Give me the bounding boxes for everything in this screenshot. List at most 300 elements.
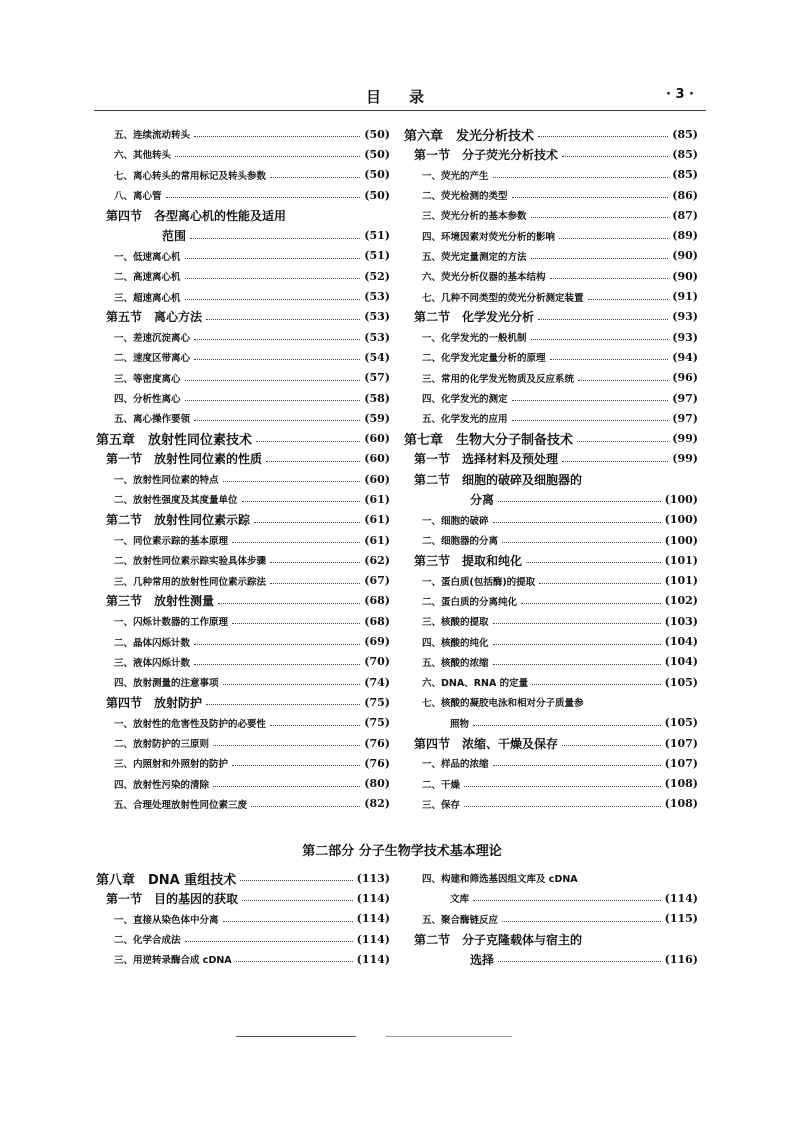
toc-entry-section [404,929,698,949]
toc-entry-page: (116) [664,952,698,966]
toc-entry-label: 四、分析性离心 [114,394,181,405]
toc-entry-label: 三、内照射和外照射的防护 [114,759,229,771]
toc-entry-page: (70) [364,655,390,669]
toc-entry-item [404,510,698,530]
toc-entry-item [404,327,698,347]
toc-entry-item [96,144,390,164]
toc-entry-label: 六、荧光分析仪器的基本结构 [422,272,546,284]
toc-entry-label: 第六章 发光分析技术 [404,128,535,144]
toc-entry-page: (90) [672,249,698,263]
toc-entry-page: (90) [672,269,698,283]
toc-entry-item [404,388,698,408]
toc-entry-label: 一、样品的浓缩 [422,759,489,771]
dot-leader [502,541,661,543]
toc-entry-label: 三、保存 [422,799,461,811]
toc-entry-section [404,469,698,489]
toc-entry-item [404,368,698,388]
toc-entry-label: 二、化学合成法 [114,935,181,947]
dot-leader [185,298,361,300]
dot-leader [493,764,661,766]
dot-leader [539,582,660,584]
toc-entry-page: (107) [664,736,698,750]
dot-leader [493,622,661,624]
toc-entry-page: (68) [364,594,390,608]
dot-leader [266,460,360,462]
toc-entry-section [404,307,698,327]
toc-entry-page: (93) [672,330,698,344]
toc-entry-label: 八、离心管 [114,191,162,203]
toc-entry-label: 三、荧光分析的基本参数 [422,211,527,223]
toc-part2-right-column [404,868,698,969]
toc-entry-page: (85) [672,147,698,161]
dot-leader [512,419,669,421]
toc-entry-label: 第二节 细胞的破碎及细胞器的 [414,472,583,487]
toc-entry-label: 照物 [450,718,470,730]
toc-entry-section [96,510,390,530]
dot-leader [185,379,361,381]
dot-leader [493,521,661,523]
toc-entry-label: 五、化学发光的应用 [422,414,508,426]
toc-entry-page: (50) [364,188,390,202]
toc-entry-section [96,692,390,712]
toc-entry-page: (59) [364,411,390,425]
dot-leader [223,480,361,482]
toc-entry-item [404,909,698,929]
dot-leader [270,724,360,726]
dot-leader [270,176,360,178]
toc-entry-page: (94) [672,350,698,364]
dot-leader [185,277,361,279]
toc-entry-label: 二、放射性强度及其度量单位 [114,495,238,507]
toc-entry-section [96,888,390,908]
dot-leader [531,338,669,340]
toc-entry-item [96,286,390,306]
toc-entry-label: 六、DNA、RNA 的定量 [422,678,529,690]
toc-entry-cont [404,489,698,509]
toc-entry-page: (104) [664,635,698,649]
toc-entry-page: (50) [364,127,390,141]
toc-entry-label: 第一节 分子荧光分析技术 [414,147,559,162]
toc-entry-label: 四、化学发光的测定 [422,394,508,405]
header-title: 目录 [366,88,453,106]
dot-leader [218,602,360,604]
toc-entry-item [404,408,698,428]
toc-entry-item [96,774,390,794]
dot-leader [473,724,661,726]
toc-entry-label: 第七章 生物大分子制备技术 [404,433,574,449]
toc-entry-page: (51) [364,249,390,263]
toc-entry-chapter [404,124,698,144]
dot-leader [251,805,360,807]
toc-entry-item [96,246,390,266]
dot-leader [559,237,668,239]
dot-leader [223,683,361,685]
toc-entry-section [96,205,390,225]
toc-entry-item [96,165,390,185]
toc-entry-item [404,652,698,672]
toc-entry-page: (51) [364,229,390,243]
toc-entry-label: 一、直接从染色体中分离 [114,914,219,926]
toc-entry-label: 一、化学发光的一般机制 [422,333,527,345]
toc-entry-item [96,368,390,388]
toc-entry-page: (114) [356,912,390,926]
toc-entry-page: (114) [356,891,390,905]
toc-entry-label: 第三节 放射性测量 [106,594,215,609]
dot-leader [166,196,361,198]
toc-entry-label: 第四节 放射防护 [106,695,203,710]
dot-leader [588,298,669,300]
toc-entry-page: (82) [364,797,390,811]
toc-entry-item [96,652,390,672]
toc-entry-label: 二、荧光检测的类型 [422,191,508,203]
toc-entry-label: 一、放射性的危害性及防护的必要性 [114,718,267,730]
dot-leader [185,940,353,942]
dot-leader [577,440,668,442]
toc-entry-page: (75) [364,716,390,730]
dot-leader [240,879,352,881]
dot-leader [256,440,360,442]
toc-entry-page: (96) [672,371,698,385]
dot-leader [473,899,661,901]
toc-entry-page: (76) [364,736,390,750]
toc-entry-item [96,550,390,570]
dot-leader [538,318,668,320]
toc-entry-item [96,185,390,205]
toc-entry-page: (101) [664,553,698,567]
toc-entry-page: (99) [672,452,698,466]
toc-entry-page: (102) [664,594,698,608]
toc-entry-label: 三、常用的化学发光物质及反应系统 [422,373,575,385]
toc-entry-page: (103) [664,614,698,628]
page-header [94,86,706,106]
toc-entry-label: 第四节 浓缩、干燥及保存 [414,736,559,751]
footer-rule-right [386,1036,512,1037]
dot-leader [493,663,661,665]
dot-leader [232,541,360,543]
toc-entry-page: (53) [364,290,390,304]
toc-entry-page: (115) [664,912,698,926]
dot-leader [502,920,661,922]
toc-entry-label: 二、细胞器的分离 [422,536,499,548]
toc-entry-page: (69) [364,635,390,649]
toc-entry-item [404,347,698,367]
toc-entry-item [404,246,698,266]
toc-entry-label: 一、闪烁计数器的工作原理 [114,617,229,629]
dot-leader [185,399,361,401]
toc-entry-item [404,794,698,814]
dot-leader [550,358,669,360]
dot-leader [194,419,360,421]
dot-leader [242,500,361,502]
toc-entry-page: (62) [364,553,390,567]
toc-entry-page: (104) [664,655,698,669]
toc-entry-item [404,591,698,611]
dot-leader [185,257,361,259]
dot-leader [578,379,668,381]
toc-entry-label: 三、用逆转录酶合成 cDNA [114,955,232,967]
toc-entry-item [96,929,390,949]
toc-entry-label: 四、环境因素对荧光分析的影响 [422,231,556,243]
toc-entry-label: 第五章 放射性同位素技术 [96,433,253,449]
toc-entry-label: 四、放射性污染的清除 [114,779,210,791]
toc-entry-item [404,266,698,286]
toc-entry-label: 三、超速离心机 [114,292,181,304]
toc-entry-label: 三、核酸的提取 [422,617,489,629]
toc-entry-label: 三、等密度离心 [114,373,181,385]
toc-entry-page: (100) [664,513,698,527]
toc-entry-label: 一、低速离心机 [114,251,181,263]
toc-entry-label: 第一节 放射性同位素的性质 [106,452,263,467]
dot-leader [213,785,360,787]
dot-leader [254,521,360,523]
toc-entry-item-cont [404,888,698,908]
toc-entry-label: 分离 [470,492,495,507]
toc-entry-item [96,469,390,489]
toc-entry-label: 二、干燥 [422,779,461,791]
toc-entry-label: 第二节 化学发光分析 [414,310,535,325]
toc-entry-label: 四、放射测量的注意事项 [114,678,219,690]
toc-entry-page: (68) [364,614,390,628]
toc-entry-item [96,571,390,591]
toc-entry-page: (97) [672,411,698,425]
toc-entry-chapter [404,428,698,448]
dot-leader [213,744,360,746]
toc-entry-page: (58) [364,391,390,405]
toc-entry-item [404,165,698,185]
toc-entry-item [96,733,390,753]
toc-entry-item [404,753,698,773]
toc-entry-page: (61) [364,513,390,527]
toc-entry-label: 第二节 分子克隆载体与宿主的 [414,932,583,947]
toc-entry-page: (52) [364,269,390,283]
dot-leader [194,643,360,645]
toc-entry-label: 五、聚合酶链反应 [422,914,499,926]
toc-entry-label: 第三节 提取和纯化 [414,553,523,568]
dot-leader [194,338,360,340]
toc-entry-label: 四、核酸的纯化 [422,637,489,649]
toc-entry-page: (53) [364,310,390,324]
toc-entry-section [96,591,390,611]
toc-entry-label: 第四节 各型离心机的性能及适用 [106,208,287,223]
toc-entry-label: 二、放射防护的三原则 [114,739,210,751]
dot-leader [175,155,360,157]
toc-entry-label: 一、同位素示踪的基本原理 [114,536,229,548]
toc-entry-label: 二、蛋白质的分离纯化 [422,596,518,608]
toc-entry-label: 第二节 放射性同位素示踪 [106,513,251,528]
toc-entry-item [404,286,698,306]
toc-entry-page: (61) [364,533,390,547]
dot-leader [498,960,661,962]
toc-entry-item [96,347,390,367]
toc-entry-page: (91) [672,290,698,304]
toc-entry-page: (87) [672,208,698,222]
toc-entry-page: (114) [356,932,390,946]
toc-entry-page: (97) [672,391,698,405]
toc-entry-page: (60) [364,472,390,486]
dot-leader [270,561,360,563]
toc-entry-label: 一、荧光的产生 [422,170,489,182]
toc-entry-item [96,530,390,550]
toc-entry-label: 二、晶体闪烁计数 [114,637,191,649]
dot-leader [223,920,353,922]
toc-entry-page: (101) [664,574,698,588]
toc-entry-label: 七、核酸的凝胶电泳和相对分子质量参 [422,698,584,710]
toc-entry-page: (100) [664,492,698,506]
toc-entry-page: (75) [364,695,390,709]
dot-leader [562,155,668,157]
toc-entry-label: 三、几种常用的放射性同位素示踪法 [114,576,267,588]
dot-leader [194,358,360,360]
dot-leader [532,683,661,685]
toc-entry-item [404,571,698,591]
toc-entry-item [96,949,390,969]
dot-leader [498,500,661,502]
toc-entry-label: 文库 [450,894,470,906]
toc-entry-section [96,449,390,469]
dot-leader [562,744,661,746]
toc-entry-page: (67) [364,574,390,588]
toc-entry-page: (50) [364,168,390,182]
dot-leader [512,399,669,401]
dot-leader [521,602,661,604]
toc-entry-page: (57) [364,371,390,385]
toc-entry-page: (61) [364,492,390,506]
toc-entry-page: (93) [672,310,698,324]
toc-entry-page: (108) [664,797,698,811]
toc-entry-page: (114) [664,891,698,905]
toc-entry-section [96,307,390,327]
toc-entry-page: (85) [672,168,698,182]
toc-left-column [96,124,390,814]
toc-entry-item [404,530,698,550]
toc-entry-label: 五、连续流动转头 [114,130,191,142]
toc-entry-chapter [96,868,390,888]
dot-leader [206,703,360,705]
toc-entry-section [404,733,698,753]
toc-right-column [404,124,698,814]
toc-entry-item [96,408,390,428]
toc-entry-page: (54) [364,350,390,364]
toc-entry-item [96,611,390,631]
toc-entry-label: 二、化学发光定量分析的原理 [422,353,546,365]
toc-entry-label: 五、核酸的浓缩 [422,657,489,669]
toc-entry-page: (53) [364,330,390,344]
dot-leader [512,196,669,198]
toc-entry-cont [96,225,390,245]
toc-entry-item [96,909,390,929]
toc-entry-page: (114) [356,952,390,966]
toc-entry-page: (100) [664,533,698,547]
toc-entry-page: (50) [364,147,390,161]
toc-entry-item [96,753,390,773]
toc-entry-label: 二、放射性同位素示踪实验具体步骤 [114,556,267,568]
toc-entry-item [96,794,390,814]
toc-entry-label: 一、细胞的破碎 [422,515,489,527]
toc-entry-page: (105) [664,716,698,730]
dot-leader [232,764,360,766]
dot-leader [242,899,353,901]
toc-entry-chapter [96,428,390,448]
toc-entry-page: (105) [664,675,698,689]
dot-leader [232,622,360,624]
toc-entry-label: 第一节 目的基因的获取 [106,891,239,906]
dot-leader [464,785,661,787]
toc-entry-label: 五、离心操作要领 [114,414,191,426]
dot-leader [531,216,669,218]
dot-leader [194,663,360,665]
toc-entry-page: (86) [672,188,698,202]
part-title: 第二部分 分子生物学技术基本理论 [302,844,502,859]
toc-entry-item [404,868,698,888]
toc-entry-page: (108) [664,777,698,791]
toc-entry-item [96,124,390,144]
toc-entry-item [404,774,698,794]
dot-leader [270,582,360,584]
toc-entry-item [96,388,390,408]
toc-entry-label: 二、速度区带离心 [114,353,191,365]
toc-entry-item [96,489,390,509]
toc-entry-label: 二、高速离心机 [114,272,181,284]
toc-entry-section [404,144,698,164]
dot-leader [531,257,669,259]
toc-entry-item [96,672,390,692]
dot-leader [493,643,661,645]
toc-entry-label: 一、蛋白质(包括酶)的提取 [422,576,536,588]
dot-leader [550,277,669,279]
footer-rule-left [236,1036,356,1037]
dot-leader [236,960,353,962]
page-number: · 3 · [666,87,694,102]
dot-leader [190,237,360,239]
dot-leader [464,805,661,807]
toc-entry-page: (85) [672,127,698,141]
toc-entry-label: 一、放射性同位素的特点 [114,475,219,487]
toc-entry-label: 三、液体闪烁计数 [114,657,191,669]
toc-entry-page: (60) [364,432,390,446]
toc-entry-label: 七、离心转头的常用标记及转头参数 [114,170,267,182]
toc-entry-label: 六、其他转头 [114,150,172,162]
toc-entry-item [404,672,698,692]
toc-part2-left-column [96,868,390,969]
toc-entry-item [404,205,698,225]
dot-leader [206,318,360,320]
toc-entry-page: (113) [356,871,390,885]
toc-entry-item [404,631,698,651]
toc-entry-item [96,266,390,286]
toc-entry-item-cont [404,713,698,733]
toc-entry-page: (76) [364,756,390,770]
toc-entry-item [96,327,390,347]
toc-entry-cont [404,949,698,969]
dot-leader [194,135,360,137]
toc-entry-section [404,449,698,469]
toc-entry-section [404,550,698,570]
toc-entry-item [404,225,698,245]
dot-leader [493,176,669,178]
toc-entry-label: 范围 [162,229,187,244]
toc-entry-label: 选择 [470,952,495,967]
toc-entry-label: 七、几种不同类型的荧光分析测定装置 [422,292,584,304]
toc-entry-item [404,692,698,712]
toc-entry-label: 第八章 DNA 重组技术 [96,872,237,888]
toc-entry-item [404,611,698,631]
toc-entry-label: 五、合理处理放射性同位素三废 [114,799,248,811]
dot-leader [562,460,668,462]
toc-entry-item [404,185,698,205]
toc-entry-page: (107) [664,756,698,770]
dot-leader [538,135,668,137]
toc-entry-page: (89) [672,229,698,243]
